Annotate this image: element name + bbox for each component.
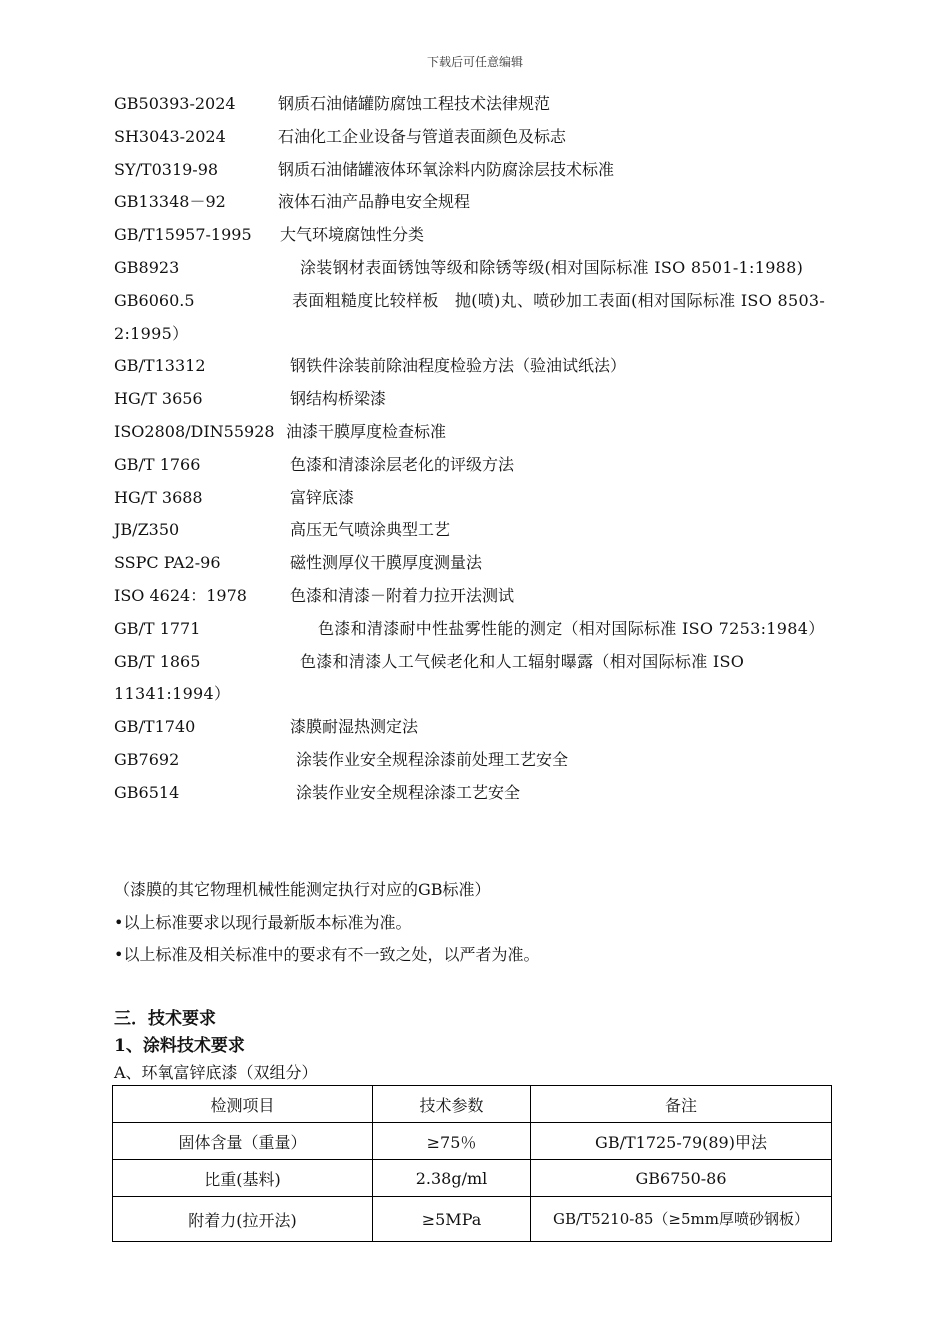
spec-table [112, 1085, 832, 1242]
section-heading-tech-requirements: 三．技术要求 [114, 1009, 216, 1029]
standard-code: GB/T 1766 [114, 454, 201, 474]
standard-code: GB6060.5 [114, 290, 195, 310]
header-cell-param: 技术参数 [373, 1086, 531, 1123]
standard-code: SH3043-2024 [114, 126, 226, 146]
standard-code: GB/T 1865 [114, 651, 201, 671]
note-stricter-requirement: •以上标准及相关标准中的要求有不一致之处，以严者为准。 [114, 945, 540, 965]
table-cell: 2.38g/ml [373, 1160, 531, 1197]
table-header-row [113, 1086, 832, 1123]
standard-item [114, 88, 840, 121]
standard-code: GB7692 [114, 749, 180, 769]
standard-title: 涂装作业安全规程涂漆工艺安全 [296, 782, 521, 802]
standard-title: 漆膜耐湿热测定法 [290, 717, 419, 737]
standard-code: HG/T 3656 [114, 389, 203, 409]
standard-code: ISO 4624：1978 [114, 585, 247, 605]
standard-item [114, 514, 840, 547]
standard-title: 高压无气喷涂典型工艺 [290, 520, 451, 540]
standard-item [114, 154, 840, 187]
standard-title: 钢质石油储罐防腐蚀工程技术法律规范 [278, 94, 551, 113]
page-header: 下载后可任意编辑 [426, 55, 523, 69]
standard-item [114, 777, 840, 810]
standard-item [114, 350, 840, 383]
standard-item [114, 613, 840, 646]
table-cell: ≥5MPa [373, 1197, 531, 1242]
table-row [113, 1160, 832, 1197]
standard-title: 涂装钢材表面锈蚀等级和除锈等级(相对国际标准 ISO 8501-1:1988) [300, 257, 804, 277]
standard-item [114, 285, 840, 351]
header-cell-item: 检测项目 [113, 1086, 373, 1123]
table-cell: GB6750-86 [531, 1160, 832, 1197]
standard-title: 涂装作业安全规程涂漆前处理工艺安全 [296, 749, 569, 769]
standard-item [114, 711, 840, 744]
standard-title: 表面粗糙度比较样板 抛(喷)丸、喷砂加工表面(相对国际标准 ISO 8503-2:1995） [114, 290, 826, 343]
standard-code: SSPC PA2-96 [114, 553, 221, 573]
standard-title: 石油化工企业设备与管道表面颜色及标志 [278, 126, 567, 146]
standard-item [114, 383, 840, 416]
standard-title: 液体石油产品静电安全规程 [278, 192, 471, 212]
standard-title: 色漆和清漆涂层老化的评级方法 [290, 454, 515, 474]
standard-title: 钢结构桥梁漆 [290, 389, 387, 409]
standard-code: JB/Z350 [114, 520, 180, 540]
note-gb-standards: （漆膜的其它物理机械性能测定执行对应的GB标准） [114, 880, 491, 899]
standard-item [114, 482, 840, 515]
standard-item [114, 580, 840, 613]
standard-code: HG/T 3688 [114, 487, 203, 507]
table-cell: ≥75％ [373, 1123, 531, 1160]
standard-item [114, 219, 840, 252]
standard-code: GB50393-2024 [114, 94, 236, 113]
standard-title: 钢铁件涂装前除油程度检验方法（验油试纸法） [290, 356, 627, 376]
note-latest-version: •以上标准要求以现行最新版本标准为准。 [114, 912, 412, 932]
table-row [113, 1197, 832, 1242]
table-cell: GB/T5210-85（≥5mm厚喷砂钢板） [531, 1197, 832, 1242]
standard-code: GB6514 [114, 782, 180, 802]
standard-item [114, 449, 840, 482]
standard-item [114, 416, 840, 449]
standard-code: GB/T 1771 [114, 618, 201, 638]
standard-title: 色漆和清漆－附着力拉开法测试 [290, 585, 515, 605]
item-heading-epoxy-zinc-primer: A、环氧富锌底漆（双组分） [114, 1063, 318, 1082]
table-cell: 附着力(拉开法) [113, 1197, 373, 1242]
table-row [113, 1123, 832, 1160]
subsection-heading-coating: 1、涂料技术要求 [114, 1036, 245, 1056]
standard-code: ISO2808/DIN55928 [114, 421, 275, 441]
standard-item [114, 252, 840, 285]
table-cell: GB/T1725-79(89)甲法 [531, 1123, 832, 1160]
standard-title: 磁性测厚仪干膜厚度测量法 [290, 553, 483, 573]
standard-item [114, 646, 840, 712]
standard-title: 色漆和清漆人工气候老化和人工辐射曝露（相对国际标准 ISO 11341:1994） [114, 651, 745, 704]
standard-item [114, 547, 840, 580]
standard-item [114, 186, 840, 219]
notes [114, 874, 840, 972]
standard-code: GB/T13312 [114, 356, 206, 376]
standard-item [114, 744, 840, 777]
standard-code: GB/T1740 [114, 717, 196, 737]
standard-code: GB8923 [114, 257, 180, 277]
standard-title: 大气环境腐蚀性分类 [280, 225, 425, 245]
header-cell-remark: 备注 [531, 1086, 832, 1123]
standard-title: 富锌底漆 [290, 487, 355, 507]
table-cell: 比重(基料) [113, 1160, 373, 1197]
standard-title: 油漆干膜厚度检查标准 [286, 421, 447, 441]
standard-title: 色漆和清漆耐中性盐雾性能的测定（相对国际标准 ISO 7253:1984） [318, 618, 825, 638]
standard-item [114, 121, 840, 154]
standards-list [114, 88, 840, 810]
standard-code: GB13348－92 [114, 192, 226, 212]
standard-code: SY/T0319-98 [114, 159, 219, 179]
standard-title: 钢质石油储罐液体环氧涂料内防腐涂层技术标准 [278, 159, 615, 179]
standard-code: GB/T15957-1995 [114, 225, 252, 245]
table-cell: 固体含量（重量） [113, 1123, 373, 1160]
